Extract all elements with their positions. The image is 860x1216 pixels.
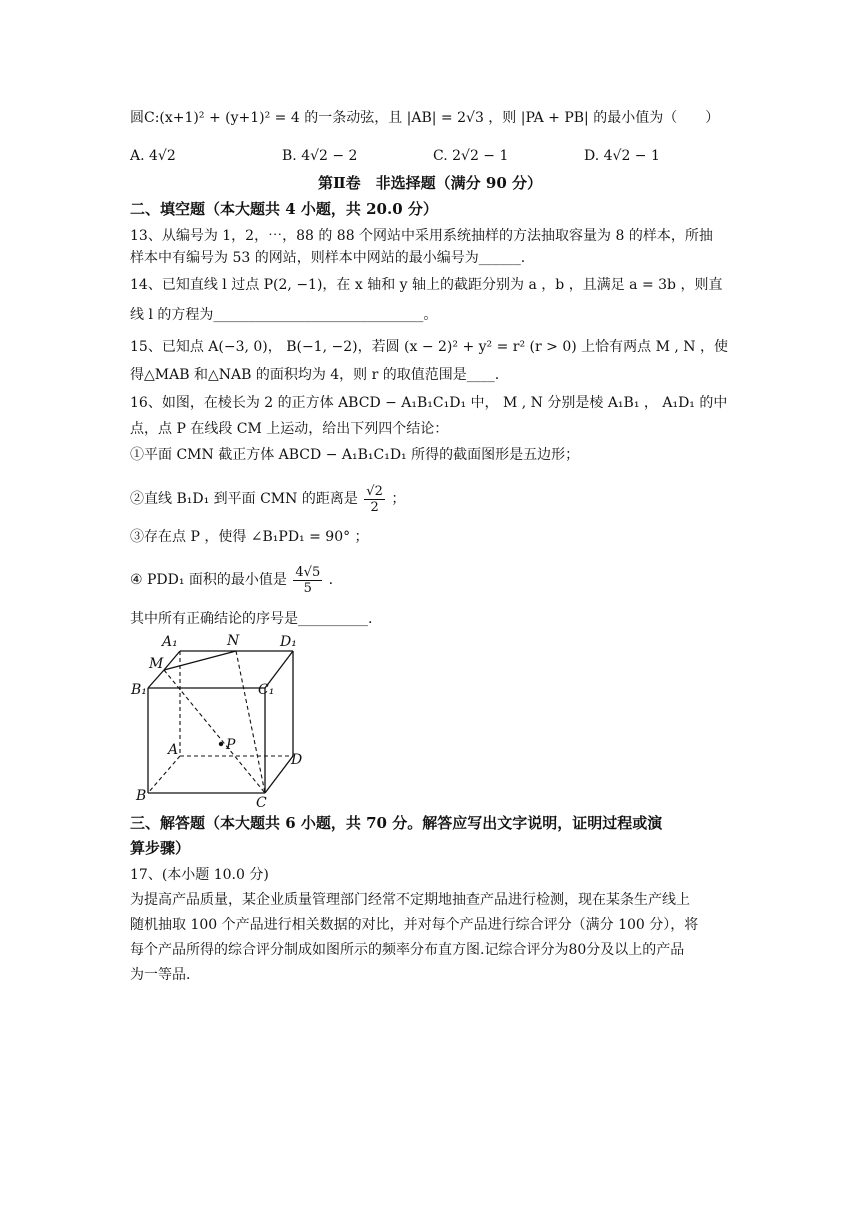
q16-c2-denominator: 2 xyxy=(370,499,379,515)
q14-line2: 线 l 的方程为______________________________。 xyxy=(130,307,438,323)
q16-conclusion-2 xyxy=(130,474,405,524)
q15-line2: 得△MAB 和△NAB 的面积均为 4，则 r 的取值范围是____. xyxy=(130,367,500,383)
edge-a-b xyxy=(148,756,180,793)
q16-conclusion-4 xyxy=(130,556,333,604)
label-m: M xyxy=(149,656,164,672)
part2-title: 第Ⅱ卷 非选择题（满分 90 分） xyxy=(318,174,542,192)
q16-conclusion-1: ①平面 CMN 截正方体 ABCD − A₁B₁C₁D₁ 所得的截面图形是五边形； xyxy=(130,447,580,463)
label-c: C xyxy=(256,795,267,810)
q16-c2-tail: ； xyxy=(391,491,406,507)
q12-tail: 圆C:(x+1)² + (y+1)² = 4 的一条动弦，且 |AB| = 2√3 ，则 |PA + PB| 的最小值为（ ） xyxy=(130,110,720,126)
label-a: A xyxy=(168,742,179,758)
q12-option-b: B. 4√2 − 2 xyxy=(282,148,358,164)
q17-head: 17、(本小题 10.0 分) xyxy=(130,867,269,883)
label-b1: B₁ xyxy=(131,682,147,698)
q12-option-a: A. 4√2 xyxy=(130,148,176,164)
label-d1: D₁ xyxy=(280,634,297,650)
label-c1: C₁ xyxy=(258,682,275,698)
q12-option-d: D. 4√2 − 1 xyxy=(584,148,660,164)
q16-c4-tail: . xyxy=(328,572,334,588)
section3-title-line2: 算步骤） xyxy=(130,839,191,857)
q16-conclusion-3: ③存在点 P ，使得 ∠B₁PD₁ = 90° ； xyxy=(130,529,369,545)
point-p xyxy=(219,742,223,746)
q16-c4-text: ④ PDD₁ 面积的最小值是 xyxy=(130,572,287,588)
q15-line1: 15、已知点 A(−3, 0)， B(−1, −2)，若圆 (x − 2)² + y² = r² (r > 0) 上恰有两点 M , N ，使 xyxy=(130,339,728,355)
label-b: B xyxy=(136,788,147,804)
q16-c4-denominator: 5 xyxy=(303,580,312,596)
q16-c2-text: ②直线 B₁D₁ 到平面 CMN 的距离是 xyxy=(130,491,358,507)
line-n-c xyxy=(236,651,265,793)
q16-c4-numerator: 4√5 xyxy=(295,564,321,580)
label-p: P xyxy=(226,737,236,753)
q17-line1: 为提高产品质量，某企业质量管理部门经常不定期地抽查产品进行检测，现在某条生产线上 xyxy=(130,892,690,908)
edge-a1-m xyxy=(164,651,180,670)
edge-m-b1 xyxy=(148,670,164,688)
q16-c2-fraction xyxy=(364,484,385,515)
label-n: N xyxy=(227,633,240,649)
line-m-n xyxy=(164,651,236,670)
q14-line1: 14、已知直线 l 过点 P(2, −1)，在 x 轴和 y 轴上的截距分别为 a ，b ，且满足 a = 3b ，则直 xyxy=(130,277,723,293)
q12-option-c: C. 2√2 − 1 xyxy=(433,148,509,164)
label-a1: A₁ xyxy=(162,634,178,650)
q13-line2: 样本中有编号为 53 的网站，则样本中网站的最小编号为______. xyxy=(130,250,526,266)
cube-figure xyxy=(128,630,308,810)
q16-c4-fraction xyxy=(293,565,322,596)
section3-title-line1: 三、解答题（本大题共 6 小题，共 70 分。解答应写出文字说明，证明过程或演 xyxy=(130,814,663,832)
edge-d-c xyxy=(265,756,293,793)
q17-line3: 每个产品所得的综合评分制成如图所示的频率分布直方图.记综合评分为80分及以上的产品 xyxy=(130,942,685,958)
section2-title: 二、填空题（本大题共 4 小题，共 20.0 分） xyxy=(130,200,438,218)
q16-line2: 点，点 P 在线段 CM 上运动，给出下列四个结论： xyxy=(130,421,449,437)
q16-line1: 16、如图，在棱长为 2 的正方体 ABCD − A₁B₁C₁D₁ 中， M , N 分别是棱 A₁B₁ ， A₁D₁ 的中 xyxy=(130,395,728,411)
q16-ask: 其中所有正确结论的序号是__________. xyxy=(130,611,373,627)
q13-line1: 13、从编号为 1，2，⋯，88 的 88 个网站中采用系统抽样的方法抽取容量为 8 的样本，所抽 xyxy=(130,228,713,244)
q16-c2-numerator: √2 xyxy=(366,483,383,499)
label-d: D xyxy=(291,752,303,768)
q17-line4: 为一等品. xyxy=(130,967,191,983)
q17-line2: 随机抽取 100 个产品进行相关数据的对比，并对每个产品进行综合评分（满分 100 分），将 xyxy=(130,917,699,933)
